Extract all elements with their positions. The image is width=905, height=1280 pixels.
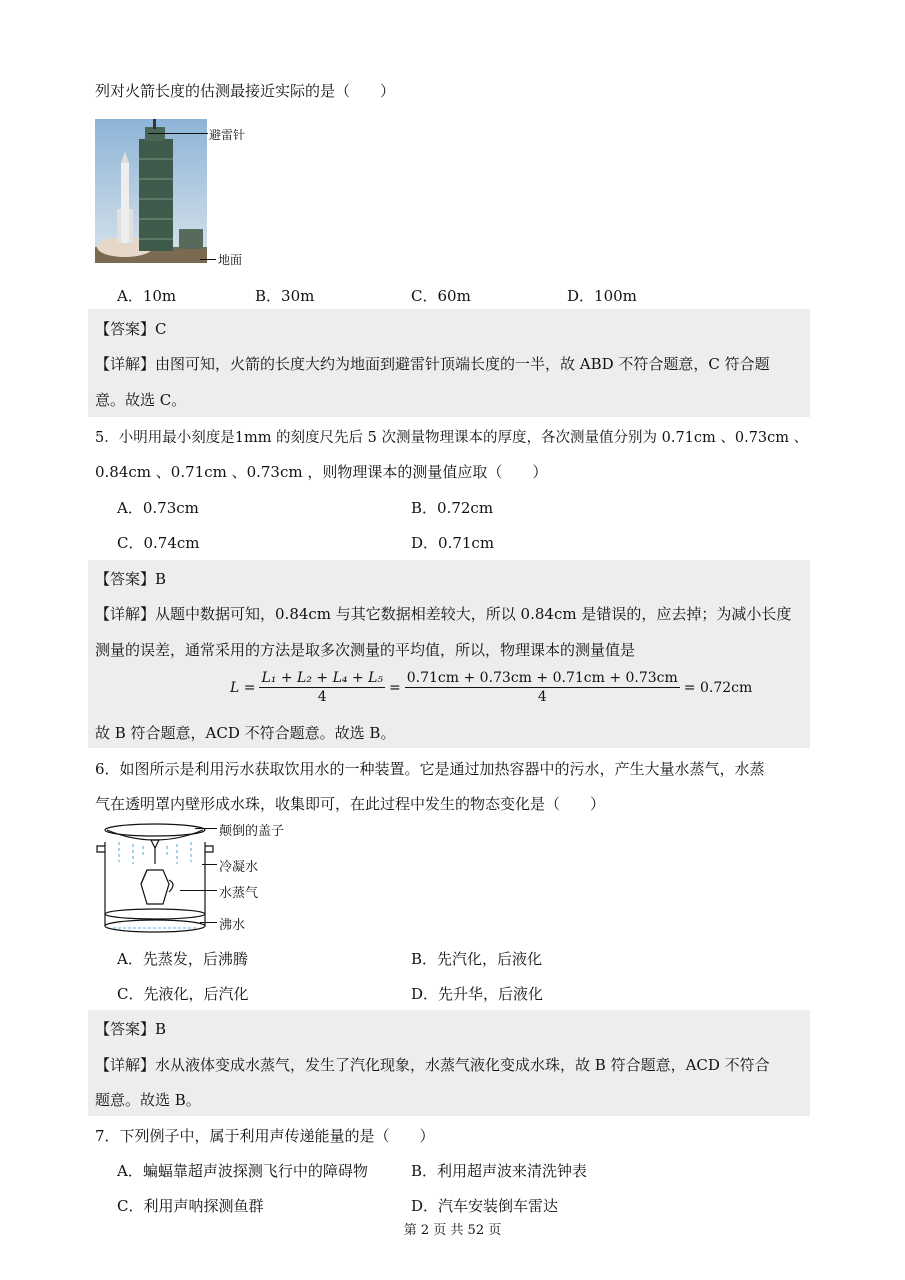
- label-ground: 地面: [218, 253, 243, 267]
- q7-option-d: D．汽车安装倒车雷达: [411, 1197, 559, 1215]
- q6-detail-line2: 题意。故选 B。: [95, 1091, 201, 1109]
- label-condensate: 冷凝水: [219, 860, 259, 875]
- formula-fraction-numeric: [405, 670, 680, 705]
- formula-num-symbolic: L₁ + L₂ + L₄ + L₅: [261, 670, 384, 686]
- q5-option-d: D．0.71cm: [411, 534, 495, 552]
- q6-option-d: D．先升华，后液化: [411, 985, 544, 1003]
- q5-formula: [230, 670, 752, 705]
- q4-stem: 列对火箭长度的估测最接近实际的是（ ）: [95, 82, 396, 100]
- rocket-photo: [95, 119, 207, 263]
- formula-equals: =: [389, 679, 401, 696]
- q5-option-a: A．0.73cm: [117, 499, 199, 517]
- q6-answer: 【答案】B: [95, 1020, 167, 1038]
- q5-detail-line2: 测量的误差，通常采用的方法是取多次测量的平均值，所以，物理课本的测量值是: [95, 641, 636, 659]
- q7-option-a: A．蝙蝠靠超声波探测飞行中的障碍物: [117, 1162, 368, 1180]
- q4-option-b: B．30m: [255, 287, 315, 305]
- q6-option-b: B．先汽化，后液化: [411, 950, 543, 968]
- formula-den-symbolic: 4: [317, 689, 327, 705]
- q4-detail-line1: 【详解】由图可知，火箭的长度大约为地面到避雷针顶端长度的一半，故 ABD 不符合题意，C 符合题: [95, 355, 770, 373]
- condensate-leader: [202, 864, 217, 865]
- q5-detail-line1: 【详解】从题中数据可知，0.84cm 与其它数据相差较大，所以 0.84cm 是错误的，应去掉；为减小长度: [95, 605, 792, 623]
- page-footer: 第 2 页 共 52 页: [403, 1223, 502, 1238]
- formula-fraction-symbolic: [259, 670, 385, 705]
- ground-leader: [200, 259, 216, 260]
- lid-leader: [195, 828, 217, 829]
- q7-option-b: B．利用超声波来清洗钟表: [411, 1162, 588, 1180]
- formula-den-numeric: 4: [537, 689, 547, 705]
- label-vapor: 水蒸气: [219, 886, 259, 901]
- q5-detail-line3: 故 B 符合题意，ACD 不符合题意。故选 B。: [95, 724, 396, 742]
- label-boiling-water: 沸水: [219, 918, 246, 933]
- q5-option-c: C．0.74cm: [117, 534, 200, 552]
- q4-answer: 【答案】C: [95, 320, 167, 338]
- q5-answer: 【答案】B: [95, 570, 167, 588]
- label-lid: 颠倒的盖子: [219, 824, 285, 839]
- q6-detail-line1: 【详解】水从液体变成水蒸气，发生了汽化现象，水蒸气液化变成水珠，故 B 符合题意，ACD 不符合: [95, 1056, 770, 1074]
- q4-option-c: C．60m: [411, 287, 471, 305]
- q7-stem: 7．下列例子中，属于利用声传递能量的是（ ）: [95, 1127, 435, 1145]
- label-lightning-rod: 避雷针: [209, 128, 246, 142]
- formula-num-numeric: 0.71cm + 0.73cm + 0.71cm + 0.73cm: [406, 670, 678, 686]
- q6-option-a: A．先蒸发，后沸腾: [117, 950, 248, 968]
- q6-option-c: C．先液化，后汽化: [117, 985, 249, 1003]
- q6-stem-line1: 6．如图所示是利用污水获取饮用水的一种装置。它是通过加热容器中的污水，产生大量水蒸气，水蒸: [95, 760, 765, 778]
- q7-option-c: C．利用声呐探测鱼群: [117, 1197, 264, 1215]
- lightning-rod-leader: [148, 133, 208, 134]
- q4-option-d: D．100m: [567, 287, 637, 305]
- q5-stem-line2: 0.84cm 、0.71cm 、0.73cm ，则物理课本的测量值应取（ ）: [95, 463, 548, 481]
- q5-stem-line1: 5．小明用最小刻度是1mm 的刻度尺先后 5 次测量物理课本的厚度，各次测量值分别为 0.71cm 、0.73cm 、: [95, 430, 809, 446]
- vapor-leader: [180, 890, 217, 891]
- boiling-water-leader: [200, 922, 217, 923]
- q5-option-b: B．0.72cm: [411, 499, 494, 517]
- formula-lhs: L =: [230, 679, 256, 696]
- formula-result: = 0.72cm: [683, 679, 753, 696]
- q6-stem-line2: 气在透明罩内壁形成水珠，收集即可，在此过程中发生的物态变化是（ ）: [95, 795, 606, 813]
- q4-option-a: A．10m: [117, 287, 177, 305]
- q4-detail-line2: 意。故选 C。: [95, 391, 187, 409]
